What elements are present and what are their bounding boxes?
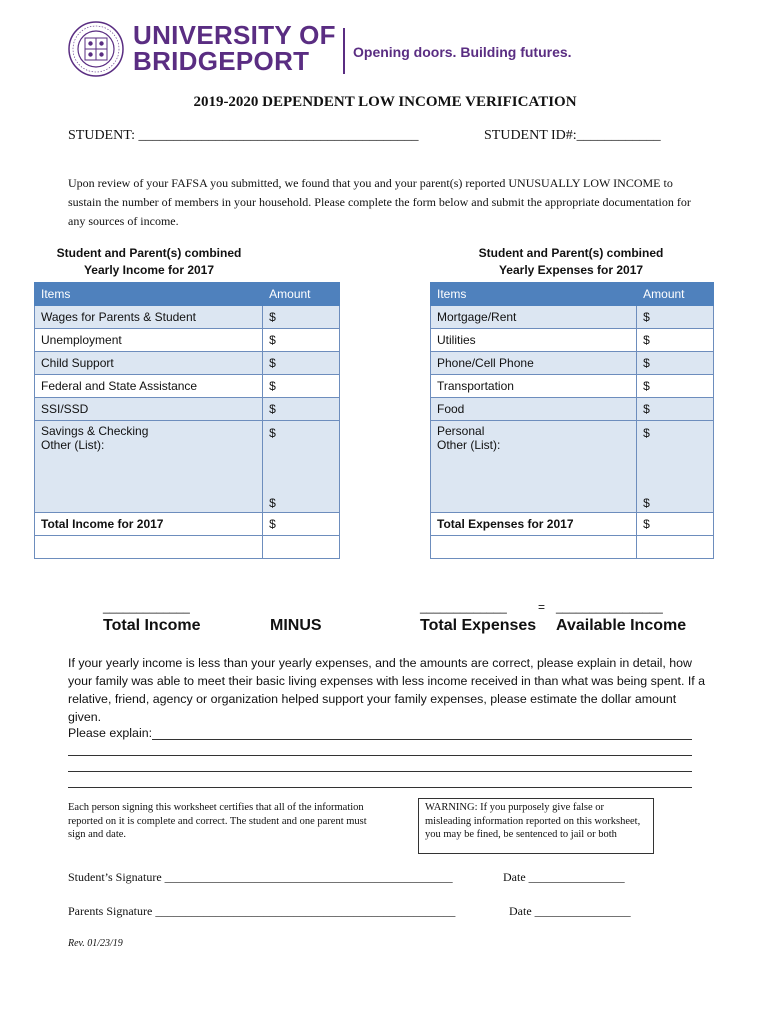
income-item-label: Wages for Parents & Student (35, 306, 263, 329)
table-row (431, 352, 714, 375)
expense-table-caption (456, 245, 686, 279)
income-other-amount-field[interactable] (263, 421, 340, 513)
university-name-line1: UNIVERSITY OF (133, 20, 336, 50)
income-col-amount: Amount (263, 283, 340, 306)
parents-date-field[interactable]: Date ________________ (509, 904, 631, 918)
income-other-cell[interactable] (35, 421, 263, 513)
expense-item-label: Phone/Cell Phone (431, 352, 637, 375)
income-caption-line2: Yearly Income for 2017 (83, 263, 215, 277)
expense-other-cell[interactable] (431, 421, 637, 513)
expense-item-label: Mortgage/Rent (431, 306, 637, 329)
student-date-field[interactable]: Date ________________ (503, 870, 625, 884)
available-income-blank[interactable]: ________________ (556, 600, 663, 614)
income-amount-field[interactable]: $ (263, 398, 340, 421)
income-item-label: SSI/SSD (35, 398, 263, 421)
income-amount-field[interactable]: $ (263, 329, 340, 352)
income-item-label: Child Support (35, 352, 263, 375)
student-id-field[interactable]: STUDENT ID#:____________ (484, 128, 661, 143)
income-item-label: Savings & Checking (41, 424, 149, 438)
total-income-label: Total Income (103, 617, 201, 634)
table-row (35, 513, 340, 536)
total-expenses-blank[interactable]: _____________ (420, 600, 507, 614)
header-divider (343, 28, 345, 74)
explain-line-4[interactable] (68, 787, 692, 788)
income-table-caption (34, 245, 264, 279)
expense-item-label: Personal (437, 424, 485, 438)
equals-sign: = (538, 600, 546, 614)
expense-other-amount-field[interactable] (637, 421, 714, 513)
table-row (431, 513, 714, 536)
expense-col-items: Items (431, 283, 637, 306)
explain-line-3[interactable] (68, 771, 692, 772)
university-name-line2: BRIDGEPORT (133, 46, 310, 76)
expense-caption-line2: Yearly Expenses for 2017 (498, 263, 644, 277)
expense-col-amount: Amount (637, 283, 714, 306)
expense-item-label: Transportation (431, 375, 637, 398)
expense-amount-field[interactable]: $ (637, 398, 714, 421)
university-seal-icon (68, 21, 124, 77)
table-row (431, 398, 714, 421)
table-row (35, 421, 340, 513)
expense-table (430, 282, 714, 559)
table-row (431, 306, 714, 329)
expense-caption-line1: Student and Parent(s) combined (478, 246, 664, 260)
expense-total-label: Total Expenses for 2017 (431, 513, 637, 536)
income-amount-field[interactable]: $ (263, 352, 340, 375)
income-dollar: $ (269, 426, 276, 440)
income-total-field[interactable]: $ (263, 513, 340, 536)
income-blank-cell[interactable] (35, 536, 263, 559)
available-income-label: Available Income (556, 617, 687, 634)
certification-text: Each person signing this worksheet certifies that all of the information reported on it is complete and correct. The student and one parent must sign and date. (68, 802, 367, 840)
parents-signature-field[interactable]: Parents Signature __________________________________________________ (68, 904, 456, 918)
table-row (35, 398, 340, 421)
expense-item-label: Food (431, 398, 637, 421)
form-title: 2019-2020 DEPENDENT LOW INCOME VERIFICATION (193, 94, 577, 110)
income-dollar: $ (269, 496, 276, 510)
income-caption-line1: Student and Parent(s) combined (56, 246, 242, 260)
table-row (35, 329, 340, 352)
total-income-blank[interactable]: _____________ (103, 600, 190, 614)
expense-item-label: Utilities (431, 329, 637, 352)
explain-line-1[interactable] (152, 739, 692, 740)
student-signature-field[interactable]: Student’s Signature ________________________________________________ (68, 870, 453, 884)
table-row (35, 536, 340, 559)
income-amount-field[interactable]: $ (263, 375, 340, 398)
expense-total-field[interactable]: $ (637, 513, 714, 536)
explanation-paragraph: If your yearly income is less than your yearly expenses, and the amounts are correct, please explain in detail, how your family was able to meet their basic living expenses with less income received in than what was being spent. If a relative, friend, agency or organization helped support your family expenses, please estimate the dollar amount given. (68, 656, 706, 724)
expense-other-label: Other (List): (437, 438, 501, 452)
income-item-label: Federal and State Assistance (35, 375, 263, 398)
please-explain-label: Please explain: (68, 726, 153, 740)
income-amount-field[interactable]: $ (263, 306, 340, 329)
income-item-label: Unemployment (35, 329, 263, 352)
expense-amount-field[interactable]: $ (637, 306, 714, 329)
tagline: Opening doors. Building futures. (353, 44, 572, 60)
explain-line-2[interactable] (68, 755, 692, 756)
expense-blank-cell[interactable] (637, 536, 714, 559)
minus-label: MINUS (270, 617, 322, 634)
warning-box: WARNING: If you purposely give false or misleading information reported on this worksheet, you may be fined, be sentenced to jail or both (418, 798, 654, 854)
expense-amount-field[interactable]: $ (637, 352, 714, 375)
revision-label: Rev. 01/23/19 (68, 938, 123, 949)
table-row (35, 352, 340, 375)
table-row (431, 375, 714, 398)
expense-dollar: $ (643, 496, 650, 510)
income-total-label: Total Income for 2017 (35, 513, 263, 536)
university-name (133, 22, 336, 74)
total-expenses-label: Total Expenses (420, 617, 537, 634)
expense-blank-cell[interactable] (431, 536, 637, 559)
table-row (431, 421, 714, 513)
expense-amount-field[interactable]: $ (637, 375, 714, 398)
income-blank-cell[interactable] (263, 536, 340, 559)
expense-dollar: $ (643, 426, 650, 440)
table-row (35, 375, 340, 398)
intro-paragraph: Upon review of your FAFSA you submitted, we found that you and your parent(s) reported UNUSUALLY LOW INCOME to sustain the number of members in your household. Please complete the form below and submit the appropriate documentation for any sources of income. (68, 176, 691, 228)
expense-amount-field[interactable]: $ (637, 329, 714, 352)
table-row (431, 329, 714, 352)
income-col-items: Items (35, 283, 263, 306)
income-table (34, 282, 340, 559)
table-row (431, 536, 714, 559)
student-name-field[interactable]: STUDENT: ________________________________________ (68, 128, 419, 143)
table-row (35, 306, 340, 329)
income-other-label: Other (List): (41, 438, 105, 452)
